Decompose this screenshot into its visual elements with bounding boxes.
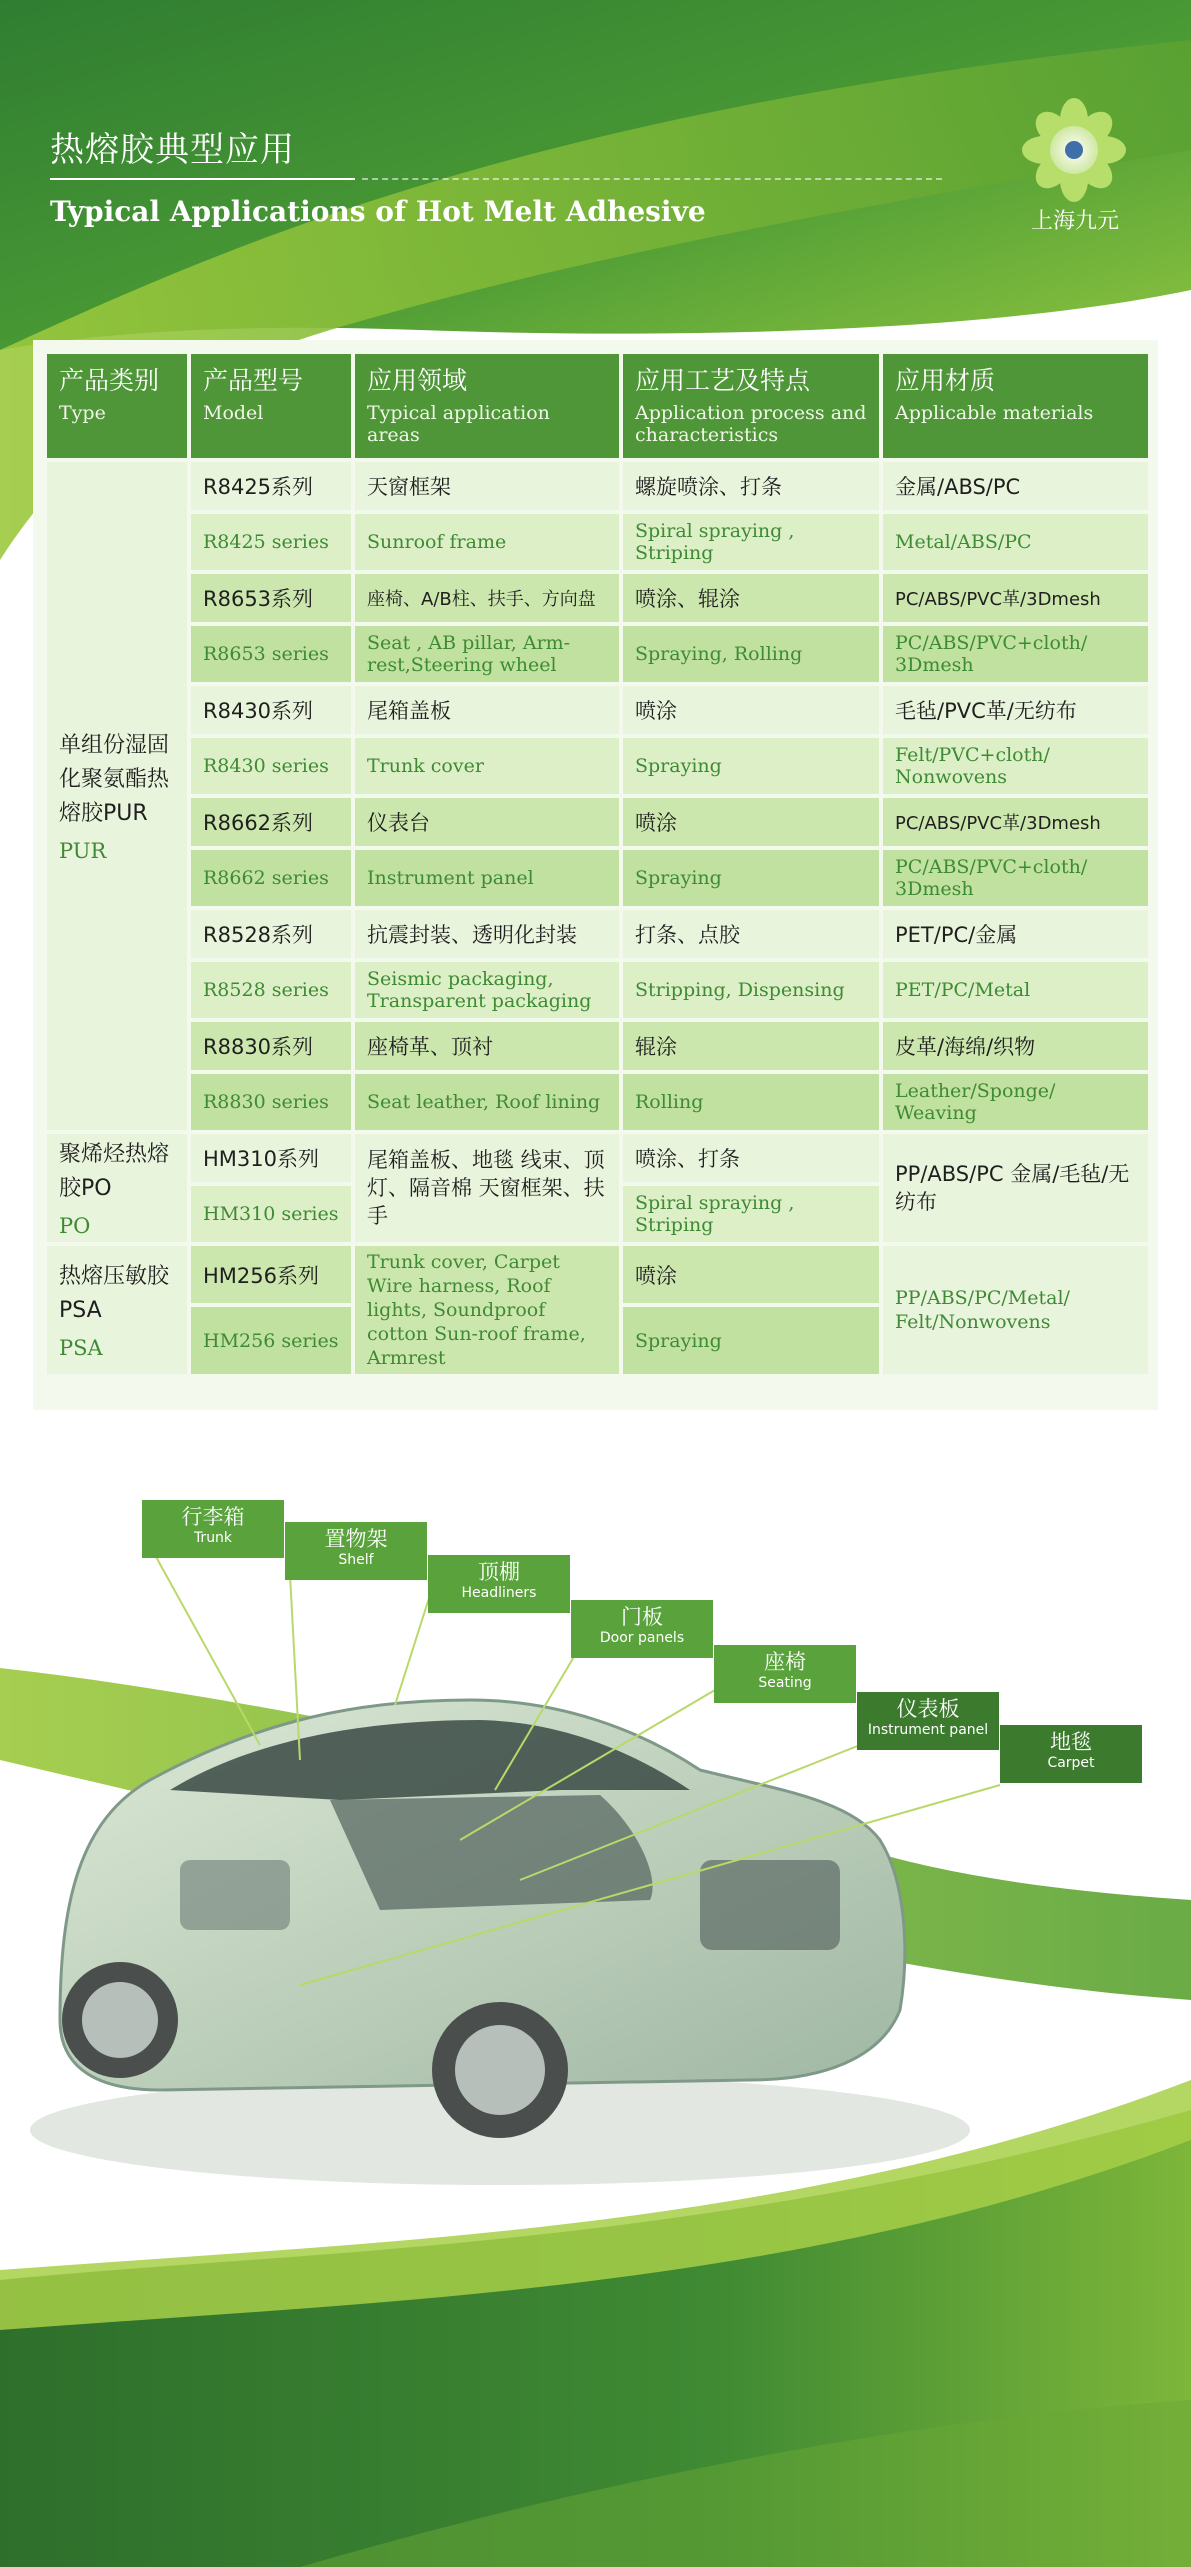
model-cell: HM256系列	[191, 1246, 351, 1303]
model-cell: R8430系列	[191, 686, 351, 734]
material-cell: PC/ABS/PVC+cloth/ 3Dmesh	[883, 626, 1148, 682]
brand-name: 上海九元	[1030, 209, 1119, 234]
table-row	[47, 626, 1148, 682]
area-cell: Trunk cover	[355, 738, 619, 794]
material-cell: PC/ABS/PVC+cloth/ 3Dmesh	[883, 850, 1148, 906]
material-cell: PC/ABS/PVC革/3Dmesh	[883, 798, 1148, 846]
process-cell: 喷涂、打条	[623, 1134, 879, 1182]
material-cell: PP/ABS/PC 金属/毛毡/无纺布	[883, 1134, 1148, 1242]
header-material: 应用材质 Applicable materials	[883, 354, 1148, 458]
process-cell: 打条、点胶	[623, 910, 879, 958]
area-cell: 尾箱盖板	[355, 686, 619, 734]
material-cell: Metal/ABS/PC	[883, 514, 1148, 570]
type-cell-po: 聚烯烃热熔胶PO PO	[47, 1134, 187, 1242]
table-row	[47, 738, 1148, 794]
table-row	[47, 1134, 1148, 1182]
label-seating: 座椅 Seating	[714, 1645, 856, 1703]
area-cell: Instrument panel	[355, 850, 619, 906]
area-cell: 天窗框架	[355, 462, 619, 510]
process-cell: 喷涂	[623, 798, 879, 846]
area-cell: 仪表台	[355, 798, 619, 846]
label-door-panels: 门板 Door panels	[571, 1600, 713, 1658]
car-illustration	[30, 1700, 970, 2185]
model-cell: R8528 series	[191, 962, 351, 1018]
model-cell: R8830系列	[191, 1022, 351, 1070]
process-cell: Spraying	[623, 738, 879, 794]
label-headliners: 顶棚 Headliners	[428, 1555, 570, 1613]
model-cell: R8425系列	[191, 462, 351, 510]
table-row	[47, 1022, 1148, 1070]
process-cell: Spiral spraying , Striping	[623, 1186, 879, 1242]
process-cell: Stripping, Dispensing	[623, 962, 879, 1018]
model-cell: R8830 series	[191, 1074, 351, 1130]
model-cell: R8653系列	[191, 574, 351, 622]
label-instrument-panel: 仪表板 Instrument panel	[857, 1692, 999, 1750]
label-carpet: 地毯 Carpet	[1000, 1725, 1142, 1783]
table-row	[47, 462, 1148, 510]
area-cell: 尾箱盖板、地毯 线束、顶灯、隔音棉 天窗框架、扶手	[355, 1134, 619, 1242]
material-cell: PET/PC/Metal	[883, 962, 1148, 1018]
area-cell: 座椅革、顶衬	[355, 1022, 619, 1070]
area-cell: Seat , AB pillar, Arm-rest,Steering wheel	[355, 626, 619, 682]
area-cell: Seismic packaging, Transparent packaging	[355, 962, 619, 1018]
area-cell: 抗震封装、透明化封装	[355, 910, 619, 958]
process-cell: Spraying, Rolling	[623, 626, 879, 682]
process-cell: Spraying	[623, 850, 879, 906]
model-cell: HM310系列	[191, 1134, 351, 1182]
area-cell: 座椅、A/B柱、扶手、方向盘	[355, 574, 619, 622]
label-shelf: 置物架 Shelf	[285, 1522, 427, 1580]
table-header-row	[47, 354, 1148, 458]
type-cell-pur: 单组份湿固化聚氨酯热熔胶PUR PUR	[47, 462, 187, 1130]
table-row	[47, 798, 1148, 846]
table-row	[47, 962, 1148, 1018]
label-trunk: 行李箱 Trunk	[142, 1500, 284, 1558]
material-cell: PP/ABS/PC/Metal/ Felt/Nonwovens	[883, 1246, 1148, 1374]
type-cell-psa: 热熔压敏胶PSA PSA	[47, 1246, 187, 1374]
model-cell: R8662 series	[191, 850, 351, 906]
model-cell: HM310 series	[191, 1186, 351, 1242]
page-title-zh: 热熔胶典型应用	[50, 130, 295, 170]
table-row	[47, 910, 1148, 958]
model-cell: R8430 series	[191, 738, 351, 794]
header-process: 应用工艺及特点 Application process and characteristics	[623, 354, 879, 458]
model-cell: R8425 series	[191, 514, 351, 570]
process-cell: 辊涂	[623, 1022, 879, 1070]
header-area: 应用领域 Typical application areas	[355, 354, 619, 458]
material-cell: 金属/ABS/PC	[883, 462, 1148, 510]
material-cell: 皮革/海绵/织物	[883, 1022, 1148, 1070]
process-cell: 喷涂	[623, 1246, 879, 1303]
title-underline	[50, 178, 355, 180]
applications-table-card	[33, 340, 1158, 1410]
table-row	[47, 850, 1148, 906]
header-type: 产品类别 Type	[47, 354, 187, 458]
table-row	[47, 1246, 1148, 1303]
process-cell: 喷涂、辊涂	[623, 574, 879, 622]
model-cell: R8528系列	[191, 910, 351, 958]
material-cell: PC/ABS/PVC革/3Dmesh	[883, 574, 1148, 622]
area-cell: Seat leather, Roof lining	[355, 1074, 619, 1130]
process-cell: Rolling	[623, 1074, 879, 1130]
material-cell: PET/PC/金属	[883, 910, 1148, 958]
table-row	[47, 514, 1148, 570]
process-cell: 螺旋喷涂、打条	[623, 462, 879, 510]
material-cell: 毛毡/PVC革/无纺布	[883, 686, 1148, 734]
area-cell: Trunk cover, Carpet Wire harness, Roof lights, Soundproof cotton Sun-roof frame, Armrest	[355, 1246, 619, 1374]
table-row	[47, 1074, 1148, 1130]
material-cell: Leather/Sponge/ Weaving	[883, 1074, 1148, 1130]
process-cell: Spraying	[623, 1307, 879, 1374]
title-dash-line	[362, 178, 942, 180]
header-model: 产品型号 Model	[191, 354, 351, 458]
table-row	[47, 574, 1148, 622]
process-cell: Spiral spraying , Striping	[623, 514, 879, 570]
applications-table	[43, 350, 1152, 1378]
table-row	[47, 686, 1148, 734]
model-cell: HM256 series	[191, 1307, 351, 1374]
process-cell: 喷涂	[623, 686, 879, 734]
material-cell: Felt/PVC+cloth/ Nonwovens	[883, 738, 1148, 794]
model-cell: R8653 series	[191, 626, 351, 682]
model-cell: R8662系列	[191, 798, 351, 846]
area-cell: Sunroof frame	[355, 514, 619, 570]
page-title-en: Typical Applications of Hot Melt Adhesive	[50, 195, 706, 228]
